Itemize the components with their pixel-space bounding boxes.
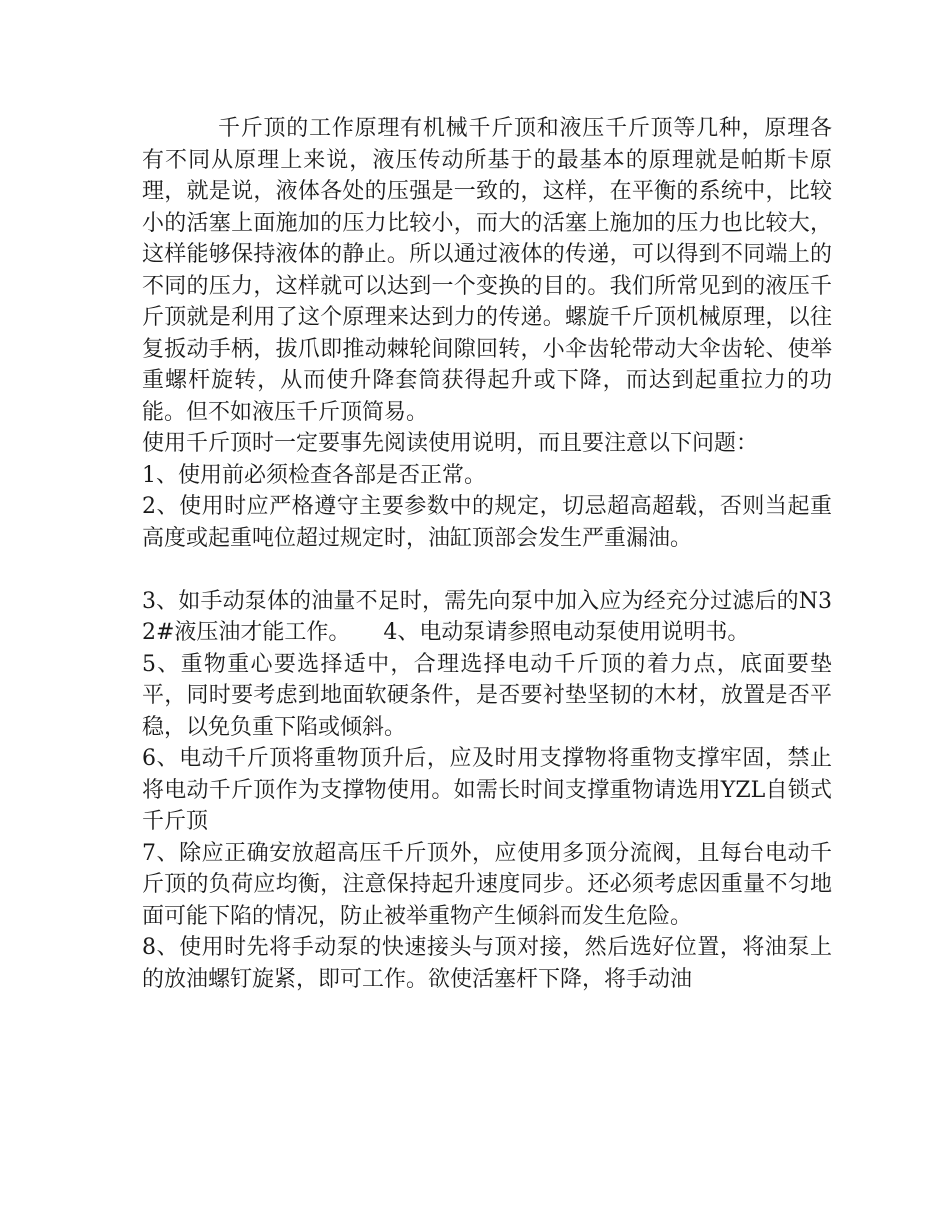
- rule-item-3-4: 3、如手动泵体的油量不足时，需先向泵中加入应为经充分过滤后的N32#液压油才能工作。 4、电动泵请参照电动泵使用说明书。: [142, 588, 832, 645]
- rule-item-5: 5、重物重心要选择适中，合理选择电动千斤顶的着力点，底面要垫平，同时要考虑到地面软硬条件，是否要衬垫坚韧的木材，放置是否平稳，以免负重下陷或倾斜。: [142, 651, 832, 740]
- rule-item-2: 2、使用时应严格遵守主要参数中的规定，切忌超高超载，否则当起重高度或起重吨位超过规定时，油缸顶部会发生严重漏油。: [142, 494, 832, 551]
- rule-item-7: 7、除应正确安放超高压千斤顶外，应使用多顶分流阀，且每台电动千斤顶的负荷应均衡，注意保持起升速度同步。还必须考虑因重量不匀地面可能下陷的情况，防止被举重物产生倾斜而发生危险。: [142, 840, 832, 929]
- rule-item-8: 8、使用时先将手动泵的快速接头与顶对接，然后选好位置，将油泵上的放油螺钉旋紧，即可工作。欲使活塞杆下降，将手动油: [142, 935, 832, 992]
- rule-item-6: 6、电动千斤顶将重物顶升后，应及时用支撑物将重物支撑牢固，禁止将电动千斤顶作为支撑物使用。如需长时间支撑重物请选用YZL自锁式千斤顶: [142, 746, 832, 834]
- intro-paragraph: 千斤顶的工作原理有机械千斤顶和液压千斤顶等几种，原理各有不同从原理上来说，液压传动所基于的最基本的原理就是帕斯卡原理，就是说，液体各处的压强是一致的，这样，在平衡的系统中，比较小的活塞上面施加的压力比较小，而大的活塞上施加的压力也比较大，这样能够保持液体的静止。所以通过液体的传递，可以得到不同端上的不同的压力，这样就可以达到一个变换的目的。我们所常见到的液压千斤顶就是利用了这个原理来达到力的传递。螺旋千斤顶机械原理，以往复扳动手柄，拔爪即推动棘轮间隙回转，小伞齿轮带动大伞齿轮、使举重螺杆旋转，从而使升降套筒获得起升或下降，而达到起重拉力的功能。但不如液压千斤顶简易。: [142, 116, 832, 425]
- blank-line: [142, 554, 832, 586]
- document-body: [142, 113, 832, 995]
- usage-notice-paragraph: 使用千斤顶时一定要事先阅读使用说明，而且要注意以下问题：: [142, 431, 759, 456]
- rule-item-1: 1、使用前必须检查各部是否正常。: [142, 462, 486, 488]
